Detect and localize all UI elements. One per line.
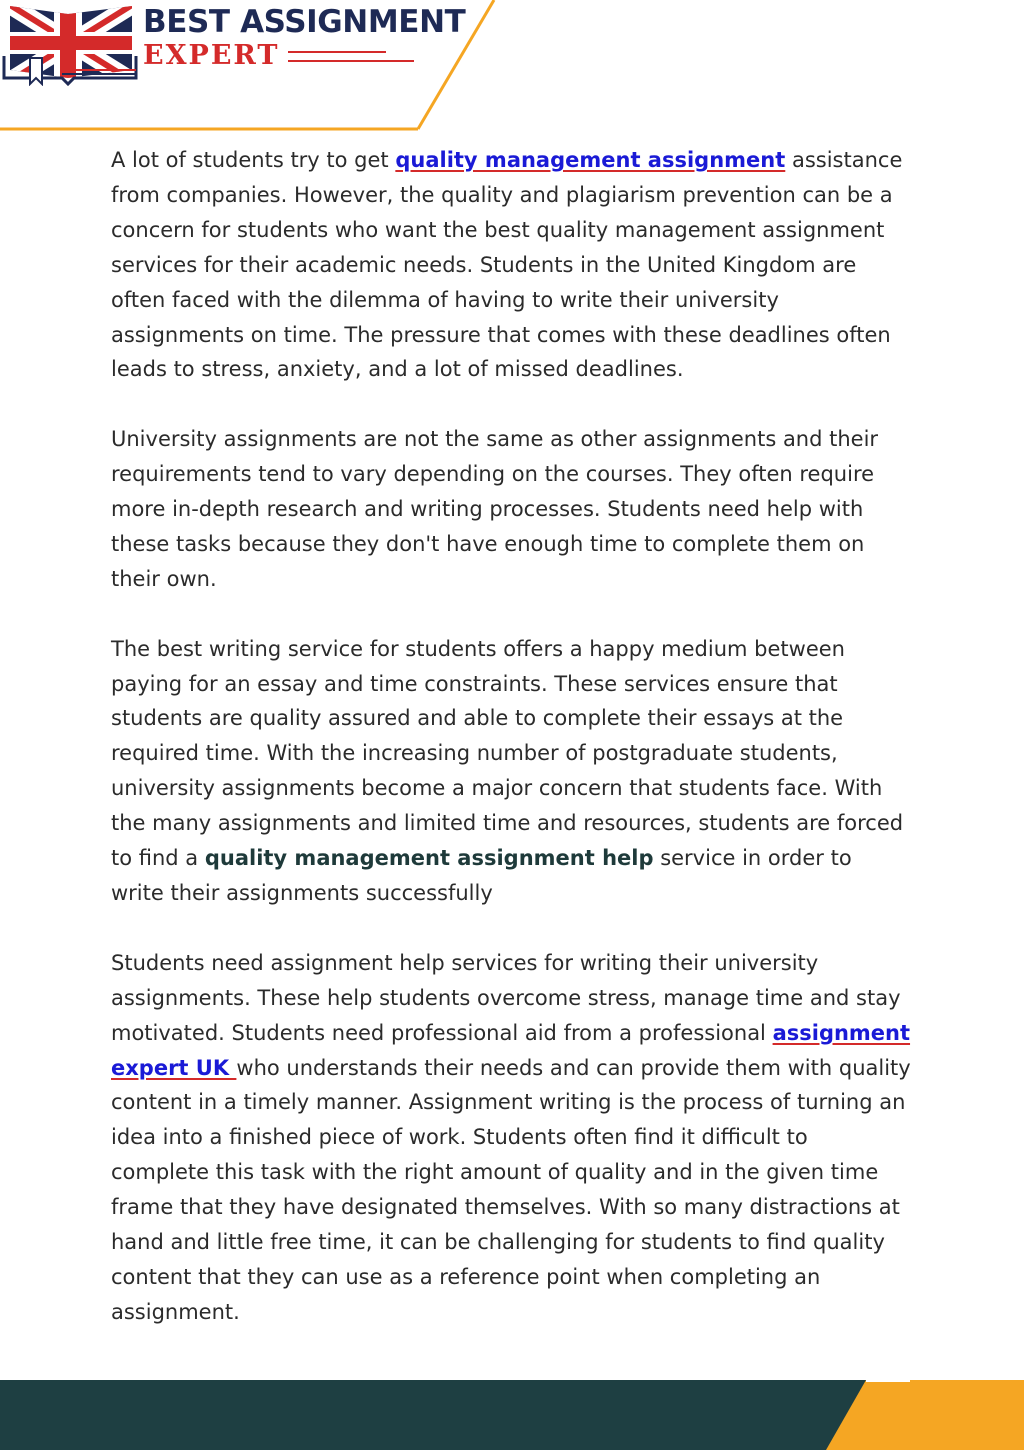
- paragraph-4-text-b: who understands their needs and can provide them with quality content in a timely manner. Assignment writing is the process of turning an idea into a finished piece of work. Students often find it difficult to complete this task with the right amount of quality and in the given time frame that they have designated themselves. With so many distractions at hand and little free time, it can be challenging for students to find quality content that they can use as a reference point when completing an assignment.: [111, 1055, 911, 1324]
- paragraph-1-text-b: assistance from companies. However, the quality and plagiarism prevention can be a concern for students who want the best quality management assignment services for their academic needs. Students in the United Kingdom are often faced with the dilemma of having to write their university assignments on time. The pressure that comes with these deadlines often leads to stress, anxiety, and a lot of missed deadlines.: [111, 148, 903, 382]
- paragraph-3-text-b: service in order to write their assignments successfully: [111, 846, 852, 905]
- assignment-expert-uk-link[interactable]: assignment expert UK: [111, 1020, 911, 1080]
- paragraph-1-text-a: A lot of students try to get: [111, 148, 396, 172]
- logo-decorative-lines: [288, 50, 418, 64]
- page-footer-band: [0, 1380, 1024, 1450]
- page-header: [0, 0, 1024, 140]
- uk-flag-book-icon: [2, 0, 140, 86]
- paragraph-3-bold-phrase: quality management assignment help: [204, 846, 654, 871]
- article-body: [111, 143, 911, 1330]
- paragraph-1: [111, 143, 911, 387]
- quality-management-assignment-link[interactable]: quality management assignment: [395, 148, 786, 172]
- paragraph-3-text-a: The best writing service for students offers a happy medium between paying for an essay and time constraints. These services ensure that students are quality assured and able to complete their essays at the required time. With the increasing number of postgraduate students, university assignments become a major concern that students face. With the many assignments and limited time and resources, students are forced to find a: [111, 636, 904, 871]
- paragraph-3: [111, 632, 911, 911]
- paragraph-4: [111, 946, 911, 1330]
- paragraph-4-text-a: Students need assignment help services for writing their university assignments. These help students overcome stress, manage time and stay motivated. Students need professional aid from a professional: [111, 950, 901, 1045]
- logo-title: BEST ASSIGNMENT: [143, 4, 466, 40]
- paragraph-2: University assignments are not the same as other assignments and their requirements tend to vary depending on the courses. They often require more in-depth research and writing processes. Students need help with these tasks because they don't have enough time to complete them on their own.: [111, 427, 879, 591]
- logo-subtitle: EXPERT: [143, 40, 280, 71]
